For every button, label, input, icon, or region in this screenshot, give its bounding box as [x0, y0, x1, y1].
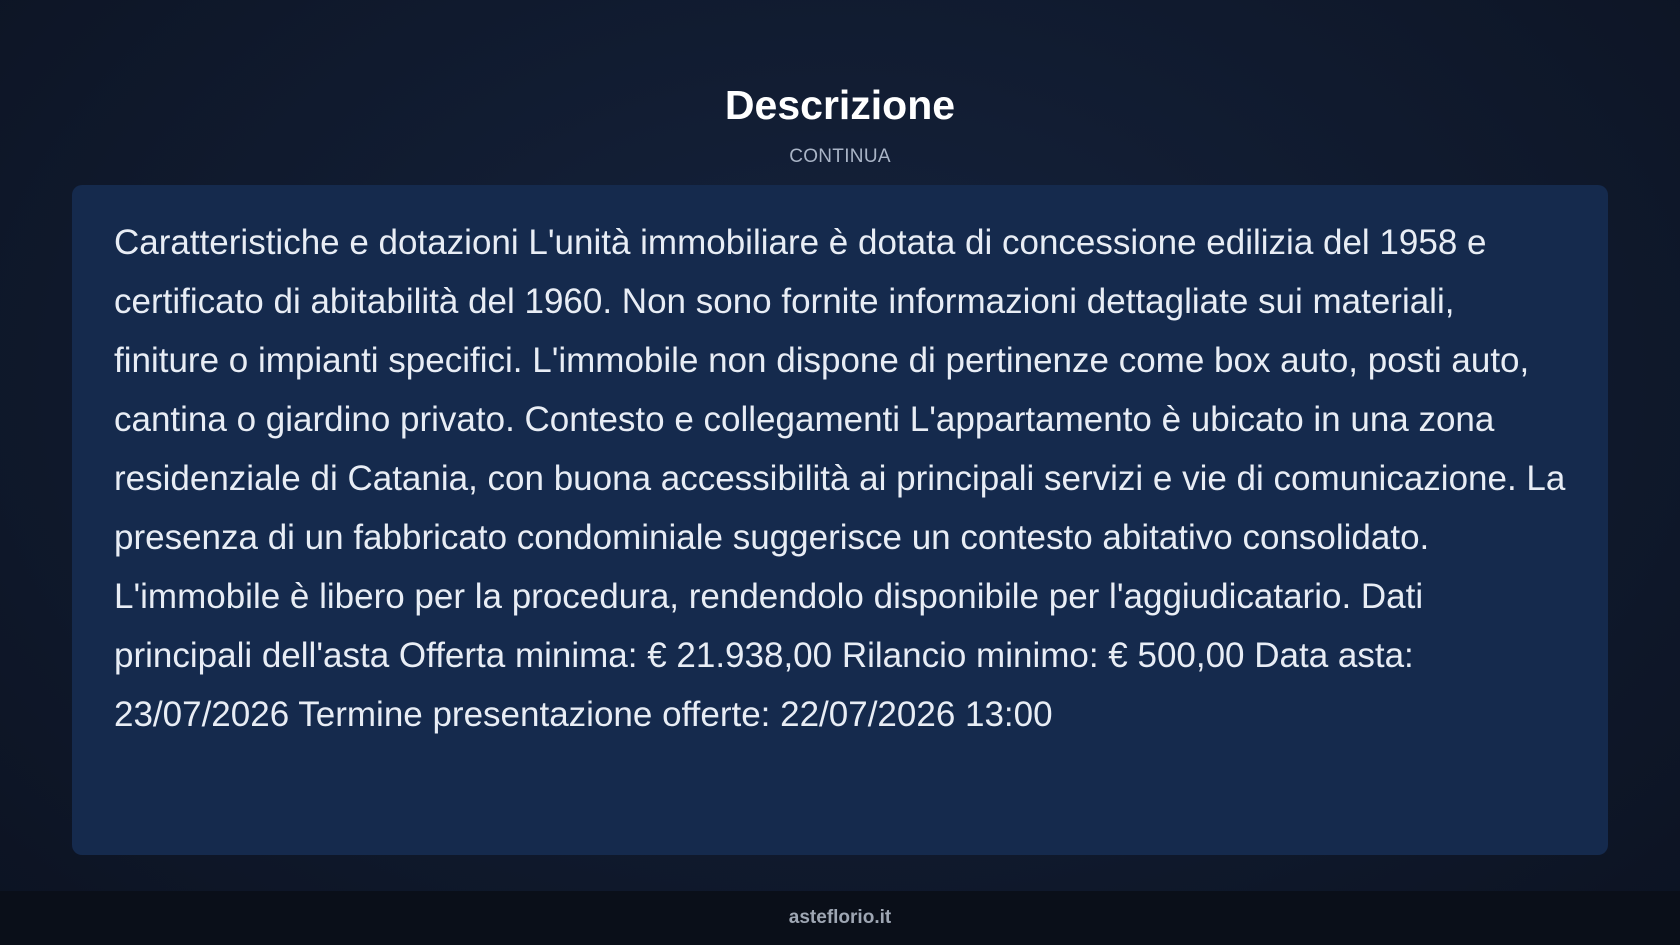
- continue-link[interactable]: CONTINUA: [789, 146, 891, 167]
- description-card: [72, 185, 1608, 855]
- footer-brand[interactable]: asteflorio.it: [788, 907, 892, 928]
- description-text: Caratteristiche e dotazioni L'unità immobiliare è dotata di concessione edilizia del 1958 e certificato di abitabilità del 1960. Non sono fornite informazioni dettagliate sui materiali, finiture o impianti specifici. L'immobile non dispone di pertinenze come box auto, posti auto, cantina o giardino privato. Contesto e collegamenti L'appartamento è ubicato in una zona residenziale di Catania, con buona accessibilità ai principali servizi e vie di comunicazione. La presenza di un fabbricato condominiale suggerisce un contesto abitativo consolidato. L'immobile è libero per la procedura, rendendolo disponibile per l'aggiudicatario. Dati principali dell'asta Offerta minima: € 21.938,00 Rilancio minimo: € 500,00 Data asta: 23/07/2026 Termine presentazione offerte: 22/07/2026 13:00: [114, 223, 1566, 734]
- page-title: Descrizione: [724, 82, 956, 128]
- footer: [0, 891, 1680, 945]
